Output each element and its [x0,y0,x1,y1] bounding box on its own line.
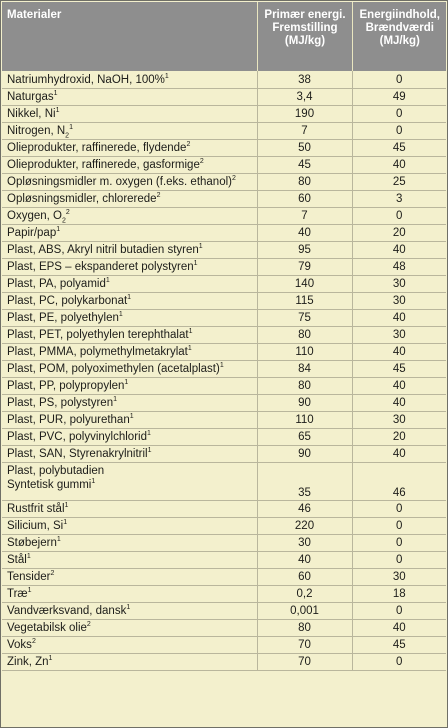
material-name-cell [2,292,257,309]
table-row [2,139,446,156]
footnote-marker: 1 [48,655,53,663]
footnote-marker: 1 [55,107,60,115]
footnote-marker: 1 [188,328,193,336]
material-name-cell [2,88,257,105]
table-row [2,122,446,139]
material-name-cell [2,619,257,636]
material-name-cell [2,636,257,653]
material-name-cell [2,602,257,619]
primary-energy-value: 60 [257,190,352,207]
footnote-marker: 1 [118,311,123,319]
table-row [2,445,446,462]
energy-content-value: 40 [352,445,446,462]
table-row [2,517,446,534]
material-name: Vegetabilsk olie [7,622,87,634]
material-name-cell [2,394,257,411]
table-row [2,360,446,377]
table-row [2,241,446,258]
column-header-primary-energy: Primær energi. Fremstilling (MJ/kg) [257,2,352,71]
energy-content-value: 0 [352,602,446,619]
primary-energy-value: 46 [257,500,352,517]
primary-energy-value: 190 [257,105,352,122]
material-name: Plast, POM, polyoximethylen (acetalplast) [7,363,220,375]
footnote-marker: 2 [65,209,70,217]
footnote-marker: 2 [31,638,36,646]
material-name-cell [2,105,257,122]
energy-content-value: 18 [352,585,446,602]
table-row [2,377,446,394]
material-name-cell [2,500,257,517]
energy-content-value: 25 [352,173,446,190]
material-name: Stål [7,554,27,566]
material-name-cell [2,377,257,394]
material-name-cell [2,258,257,275]
material-name-cell [2,156,257,173]
energy-content-value: 20 [352,428,446,445]
table-row [2,462,446,500]
material-name-cell [2,122,257,139]
primary-energy-value: 110 [257,343,352,360]
table-header [2,2,446,71]
footnote-marker: 1 [91,477,96,485]
materials-energy-table [2,2,446,671]
table-row [2,428,446,445]
table-row [2,156,446,173]
table-row [2,173,446,190]
energy-content-value: 45 [352,636,446,653]
footnote-marker: 2 [186,141,191,149]
table-body [2,71,446,670]
table-row [2,568,446,585]
table-row [2,292,446,309]
footnote-marker: 1 [198,243,203,251]
column-header-energy-content: Energiindhold, Brændværdi (MJ/kg) [352,2,446,71]
footnote-marker: 1 [113,396,118,404]
material-name: Støbejern [7,537,57,549]
material-name-cell [2,326,257,343]
material-name-line2: Syntetisk gummi [7,478,92,491]
primary-energy-value: 220 [257,517,352,534]
material-name-cell [2,568,257,585]
footnote-marker: 1 [27,587,32,595]
energy-content-value: 3 [352,190,446,207]
primary-energy-value: 140 [257,275,352,292]
primary-energy-value: 80 [257,326,352,343]
primary-energy-value: 80 [257,619,352,636]
footnote-marker: 1 [219,362,224,370]
table-row [2,636,446,653]
material-name-cell [2,71,257,88]
footnote-marker: 1 [126,604,131,612]
subscript: 2 [61,217,66,224]
table-row [2,88,446,105]
material-name-cell [2,309,257,326]
energy-content-value: 40 [352,309,446,326]
material-name: Plast, PE, polyethylen [7,312,119,324]
table-row [2,551,446,568]
footnote-marker: 1 [69,124,73,132]
footnote-marker: 1 [146,430,151,438]
material-name: Plast, PA, polyamid [7,278,106,290]
table-row [2,653,446,670]
energy-content-value: 48 [352,258,446,275]
material-name-cell [2,585,257,602]
primary-energy-value: 80 [257,173,352,190]
energy-content-value: 40 [352,343,446,360]
material-name-cell [2,173,257,190]
footnote-marker: 1 [147,447,152,455]
material-name-cell [2,275,257,292]
energy-content-value: 0 [352,517,446,534]
primary-energy-value: 70 [257,636,352,653]
material-name: Træ [7,588,28,600]
material-name-cell [2,360,257,377]
footnote-marker: 2 [199,158,204,166]
energy-content-value: 0 [352,207,446,224]
footnote-marker: 2 [231,175,236,183]
energy-content-value: 40 [352,619,446,636]
material-name: Plast, PUR, polyurethan [7,414,130,426]
material-name-cell [2,445,257,462]
footnote-marker: 2 [50,570,55,578]
table-row [2,619,446,636]
table-row [2,105,446,122]
footnote-marker: 1 [53,90,58,98]
energy-content-value: 40 [352,241,446,258]
energy-content-value: 40 [352,394,446,411]
primary-energy-value: 80 [257,377,352,394]
material-name-cell [2,462,257,500]
primary-energy-value: 7 [257,122,352,139]
energy-content-value: 0 [352,653,446,670]
primary-energy-value: 3,4 [257,88,352,105]
primary-energy-value: 45 [257,156,352,173]
table-row [2,326,446,343]
footnote-marker: 1 [105,277,110,285]
material-name: Plast, PMMA, polymethylmetakrylat [7,346,188,358]
material-name-cell [2,411,257,428]
primary-energy-value: 65 [257,428,352,445]
table-row [2,275,446,292]
material-name: Nikkel, Ni [7,108,56,120]
material-name: Voks [7,639,32,651]
energy-content-value: 20 [352,224,446,241]
energy-content-value: 0 [352,500,446,517]
energy-content-value: 0 [352,534,446,551]
primary-energy-value: 115 [257,292,352,309]
footnote-marker: 1 [56,536,61,544]
primary-energy-value: 70 [257,653,352,670]
material-name: Nitrogen, N [7,125,66,137]
material-name: Natriumhydroxid, NaOH, 100% [7,73,165,86]
primary-energy-value: 95 [257,241,352,258]
material-name: Silicium, Si [7,520,64,532]
table-row [2,500,446,517]
table-row [2,224,446,241]
material-name-cell [2,517,257,534]
subscript: 2 [65,132,70,139]
primary-energy-value: 7 [257,207,352,224]
footnote-marker: 1 [127,294,132,302]
table-row [2,190,446,207]
energy-content-value: 0 [352,122,446,139]
material-name: Plast, polybutadien [7,464,105,477]
primary-energy-value: 35 [257,462,352,500]
table-row [2,534,446,551]
footnote-marker: 1 [64,502,69,510]
energy-content-value: 46 [352,462,446,500]
energy-content-value: 0 [352,105,446,122]
table-row [2,343,446,360]
energy-content-value: 30 [352,568,446,585]
material-name: Vandværksvand, dansk [7,605,127,617]
primary-energy-value: 40 [257,224,352,241]
energy-content-value: 0 [352,71,446,88]
energy-content-value: 40 [352,377,446,394]
table-row [2,585,446,602]
material-name: Plast, PC, polykarbonat [7,295,128,307]
primary-energy-value: 0,001 [257,602,352,619]
material-name: Plast, EPS – ekspanderet polystyren [7,261,194,273]
primary-energy-value: 0,2 [257,585,352,602]
footnote-marker: 1 [63,519,68,527]
energy-content-value: 40 [352,156,446,173]
primary-energy-value: 60 [257,568,352,585]
material-name-cell [2,224,257,241]
material-name: Naturgas [7,91,54,103]
table-row [2,411,446,428]
primary-energy-value: 90 [257,445,352,462]
footnote-marker: 2 [86,621,91,629]
material-name-cell [2,190,257,207]
material-name-cell [2,207,257,224]
primary-energy-value: 90 [257,394,352,411]
energy-content-value: 0 [352,551,446,568]
material-name-cell [2,139,257,156]
footnote-marker: 1 [124,379,129,387]
material-name: Oxygen, O [7,210,62,222]
material-name: Plast, PVC, polyvinylchlorid [7,431,147,443]
energy-content-value: 45 [352,360,446,377]
primary-energy-value: 84 [257,360,352,377]
footnote-marker: 1 [193,260,198,268]
footnote-marker: 1 [26,553,31,561]
primary-energy-value: 110 [257,411,352,428]
footnote-marker: 1 [129,413,134,421]
material-name-cell [2,653,257,670]
energy-content-value: 30 [352,292,446,309]
energy-content-value: 30 [352,275,446,292]
energy-content-value: 45 [352,139,446,156]
table-row [2,258,446,275]
material-name: Plast, PS, polystyren [7,397,114,409]
table-row [2,602,446,619]
material-name: Olieprodukter, raffinerede, flydende [7,142,187,154]
material-name: Plast, ABS, Akryl nitril butadien styren [7,244,199,256]
material-name: Opløsningsmidler, chlorerede [7,193,157,205]
primary-energy-value: 75 [257,309,352,326]
material-name: Tensider [7,571,51,583]
table-row [2,394,446,411]
footnote-marker: 1 [164,72,169,80]
material-name: Rustfrit stål [7,503,65,515]
material-name: Plast, SAN, Styrenakrylnitril [7,448,148,460]
energy-content-value: 30 [352,326,446,343]
footnote-marker: 1 [56,226,61,234]
material-name-cell [2,428,257,445]
material-name: Zink, Zn [7,656,49,668]
energy-content-value: 30 [352,411,446,428]
material-name: Olieprodukter, raffinerede, gasformige [7,159,200,171]
material-name-cell [2,534,257,551]
primary-energy-value: 30 [257,534,352,551]
table-row [2,207,446,224]
material-name: Plast, PP, polypropylen [7,380,125,392]
footnote-marker: 2 [156,192,161,200]
energy-content-value: 49 [352,88,446,105]
material-name-cell [2,343,257,360]
primary-energy-value: 40 [257,551,352,568]
material-name: Opløsningsmidler m. oxygen (f.eks. ethanol) [7,176,232,188]
table-row [2,71,446,88]
material-name-cell [2,241,257,258]
material-name: Papir/pap [7,227,57,239]
primary-energy-value: 79 [257,258,352,275]
primary-energy-value: 50 [257,139,352,156]
primary-energy-value: 38 [257,71,352,88]
table-row [2,309,446,326]
footnote-marker: 1 [187,345,192,353]
material-name: Plast, PET, polyethylen terephthalat [7,329,189,341]
material-name-cell [2,551,257,568]
column-header-material: Materialer [2,2,257,71]
